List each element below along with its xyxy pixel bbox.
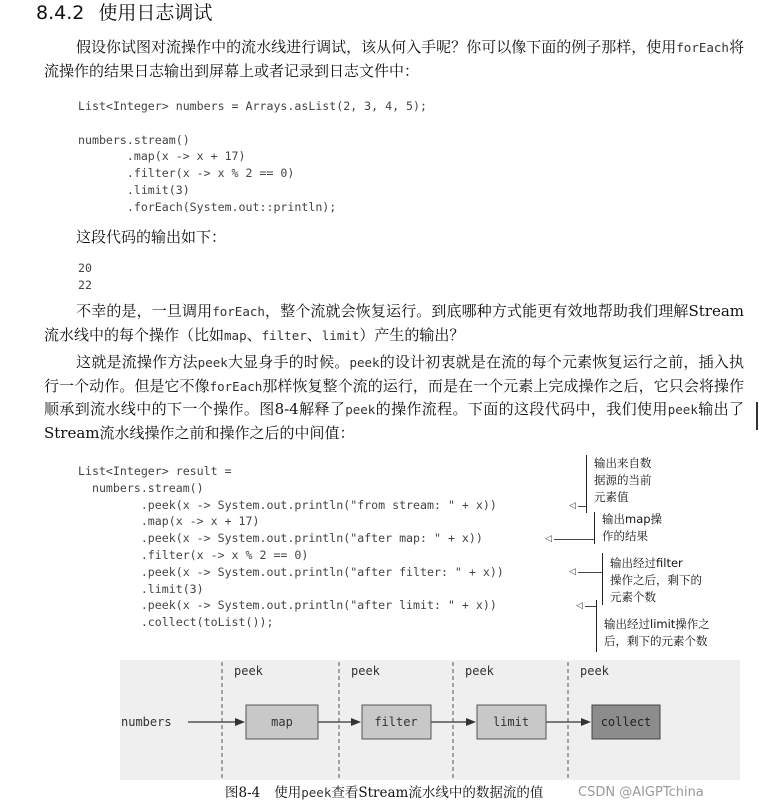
code-output: 20 22 bbox=[78, 261, 92, 292]
para-text: 、 bbox=[246, 325, 262, 344]
para-text: 输出了Stream流水线操作之前和操作之后的中间值： bbox=[44, 400, 744, 442]
section-number: 8.4.2 bbox=[36, 2, 85, 24]
para-text: ，整个流就会恢复运行。到底哪种方式能更有效地帮助我们理解Stream流水线中的每个操作（比如 bbox=[44, 302, 744, 344]
watermark: CSDN @AIGPTchina bbox=[578, 785, 704, 800]
inline-code: forEach bbox=[212, 304, 265, 319]
section-title: 使用日志调试 bbox=[98, 2, 213, 24]
code-block-foreach: List<Integer> numbers = Arrays.asList(2, 3, 4, 5); numbers.stream() .map(x -> x + 17) .filter(x -> x % 2 == 0) .limit(3) .forEach(System.out::println); bbox=[78, 99, 428, 214]
peek-label: peek bbox=[351, 664, 380, 678]
annotation-bracket bbox=[586, 455, 587, 513]
intro-paragraph bbox=[44, 36, 744, 83]
stage-label-filter: filter bbox=[374, 715, 418, 729]
para-text: 的操作流程。下面的这段代码中，我们使用 bbox=[375, 400, 668, 418]
inline-code: filter bbox=[261, 327, 307, 343]
inline-code: map bbox=[224, 327, 247, 343]
output-intro bbox=[44, 226, 744, 250]
peek-paragraph bbox=[44, 351, 744, 445]
source-label: numbers bbox=[121, 715, 172, 729]
caption-text: 使用 bbox=[274, 785, 302, 801]
caption-code: peek bbox=[301, 785, 332, 800]
annotation-after-map: 输出map操 作的结果 bbox=[602, 512, 663, 543]
stage-label-limit: limit bbox=[492, 715, 530, 729]
para-text: 假设你试图对流操作中的流水线进行调试，该从何入手呢？你可以像下面的例子那样，使用 bbox=[76, 38, 677, 56]
inline-code: peek bbox=[197, 355, 228, 370]
peek-label: peek bbox=[580, 664, 609, 678]
inline-code: limit bbox=[321, 327, 360, 343]
arrow-left-icon: ◁ bbox=[569, 501, 576, 511]
annotation-from-stream: 输出来自数 据源的当前 元素值 bbox=[594, 456, 652, 504]
para-text: 不幸的是，一旦调用 bbox=[76, 302, 213, 320]
annotation-bracket bbox=[602, 553, 603, 605]
problem-paragraph bbox=[44, 300, 744, 347]
stage-label-map: map bbox=[271, 715, 293, 729]
inline-code: peek bbox=[349, 355, 380, 370]
arrow-left-icon: ◁ bbox=[576, 601, 583, 611]
annotation-connector bbox=[554, 539, 594, 540]
inline-code: forEach bbox=[209, 378, 263, 394]
para-text: 这就是流操作方法 bbox=[76, 353, 198, 371]
inline-code: peek bbox=[345, 402, 376, 417]
para-text: 那样恢复整个流的运行，而是在一个元素上完成操作之后，它只会将操作顺承到流水线中的下一个操作。图8-4解释了 bbox=[44, 376, 744, 418]
peek-label: peek bbox=[234, 664, 263, 678]
para-text: 的设计初衷就是在流的每个元素恢复运行之前，插入执行一个动作。但是它不像 bbox=[44, 353, 744, 395]
caption-number: 图8-4 bbox=[225, 785, 261, 801]
stage-label-collect: collect bbox=[600, 715, 652, 729]
arrow-left-icon: ◁ bbox=[545, 534, 552, 544]
peek-label: peek bbox=[465, 664, 494, 678]
figure-caption bbox=[225, 781, 543, 801]
annotation-connector bbox=[578, 506, 586, 507]
inline-code: forEach bbox=[676, 40, 729, 55]
inline-code: peek bbox=[667, 402, 698, 417]
para-text: 大显身手的时候。 bbox=[227, 353, 350, 371]
para-text: ）产生的输出？ bbox=[359, 325, 465, 344]
annotation-after-filter: 输出经过filter 操作之后，剩下的 元素个数 bbox=[610, 556, 702, 604]
annotation-connector bbox=[585, 606, 596, 607]
para-text: 将流操作的结果日志输出到屏幕上或者记录到日志文件中： bbox=[44, 38, 744, 80]
pipeline-diagram bbox=[120, 660, 740, 780]
annotation-bracket bbox=[596, 600, 597, 652]
annotation-connector bbox=[578, 572, 602, 573]
code-block-peek: List<Integer> result = numbers.stream() .peek(x -> System.out.println("from stream: " + x)) .map(x -> x + 17) .peek(x -> System.out.println("after map: " + x)) .filter(x -> x % 2 == 0) .peek(x -> System.out.println("after filter: " + x)) .limit(3) .peek(x -> System.out.println("after limit: " + x)) .collect(toList()); bbox=[78, 464, 504, 630]
section-heading bbox=[36, 0, 212, 25]
para-text: 这段代码的输出如下： bbox=[76, 228, 227, 246]
para-text: 、 bbox=[306, 325, 322, 344]
annotation-after-limit: 输出经过limit操作之 后，剩下的元素个数 bbox=[604, 617, 710, 648]
arrow-left-icon: ◁ bbox=[569, 567, 576, 577]
margin-marker bbox=[756, 402, 758, 430]
annotation-bracket bbox=[594, 512, 595, 544]
caption-text: 查看Stream流水线中的数据流的值 bbox=[331, 785, 544, 801]
